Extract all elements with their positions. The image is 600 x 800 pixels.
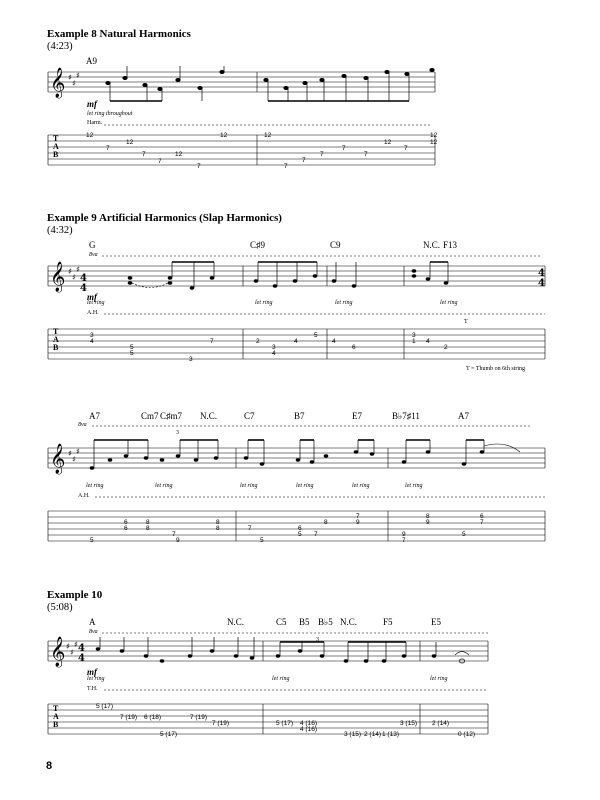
let-ring-label: let ring [240,483,258,489]
let-ring-label: let ring [430,676,448,682]
tie [132,283,168,288]
fret-number: 7 [342,145,346,152]
fret-number: 12 [430,132,438,139]
fret-number: 6 (18) [144,714,161,721]
technique-label: T.H. [87,686,98,692]
fret-number: 7 [314,531,318,538]
fret-number: 7 [302,157,306,164]
let-ring-label: let ring [155,483,173,489]
svg-text:♯: ♯ [68,449,72,458]
fret-number: 12 [86,132,94,139]
fret-number: 7 [320,151,324,158]
fret-number: 5 (17) [160,731,177,738]
fret-number: 12 [384,139,392,146]
fret-number: 7 [158,158,162,165]
note-heads [106,68,435,90]
tuplet-number: 3 [316,637,319,643]
fret-number: 4 (16) [300,720,317,727]
fret-number: 12 [264,132,272,139]
chord-symbol: B7 [294,411,305,421]
standard-staff [48,266,545,286]
fret-number: 4 [332,338,336,345]
fret-number: 9 [356,519,360,526]
let-ring-label: let ring [296,483,314,489]
example-10-title: Example 10 [47,589,103,601]
fret-number: 1 (13) [382,731,399,738]
fret-number: 8 [324,519,328,526]
fret-number: 9 [426,519,430,526]
fret-number: 5 [130,344,134,351]
fret-number: 5 (17) [276,720,293,727]
octave-marking: 8va [89,252,98,258]
chord-symbol: N.C. [423,240,441,250]
tab-clef: T A B [53,134,59,159]
svg-text:4: 4 [80,273,87,284]
fret-number: 6 [124,519,128,526]
fret-number: 6 [124,525,128,532]
svg-text:4: 4 [538,268,545,279]
fret-number: 8 [426,513,430,520]
fret-number: 3 (15) [344,731,361,738]
svg-text:♯: ♯ [68,73,72,82]
fret-number: 12 [430,139,438,146]
fret-number: 7 [172,531,176,538]
technique-label: Harm. [87,120,103,126]
chord-symbol: F13 [443,240,458,250]
standard-staff [48,641,488,661]
octave-marking: 8va [78,422,87,428]
dynamic-marking: mf [87,99,97,109]
fret-number: 5 [260,537,264,544]
chord-symbol: C7 [244,411,255,421]
fret-number: 1 [412,338,416,345]
example-9-time: (4:32) [47,225,73,236]
fret-number: 3 [272,344,276,351]
fret-number: 5 [314,332,318,339]
example-8-time: (4:23) [47,41,73,52]
svg-text:𝄞: 𝄞 [50,444,66,474]
example-8-title: Example 8 Natural Harmonics [47,28,191,40]
fret-number: 7 [142,151,146,158]
fret-number: 3 [189,356,193,363]
fret-number: 2 (14) [432,720,449,727]
example-9-title: Example 9 Artificial Harmonics (Slap Harmonics) [47,212,282,224]
svg-text:♯: ♯ [76,447,80,456]
chord-symbol: N.C. [200,411,218,421]
fret-number: 8 [146,525,150,532]
example-10-time: (5:08) [47,602,73,613]
fret-number: 3 [90,332,94,339]
chord-symbol: A7 [458,411,469,421]
fret-number: 4 [272,350,276,357]
performance-instruction: let ring throughout [87,111,133,117]
svg-text:♯: ♯ [66,642,70,651]
svg-text:♯: ♯ [76,71,80,80]
fret-number: 8 [146,519,150,526]
tab-staff [48,329,545,359]
chord-symbol: E7 [352,411,362,421]
let-ring-label: let ring [440,300,458,306]
svg-text:𝄞: 𝄞 [50,262,66,292]
svg-text:♯: ♯ [72,79,76,88]
fret-number: 4 [90,338,94,345]
fret-number: 2 [256,338,260,345]
let-ring-label: let ring [352,483,370,489]
treble-clef-icon [50,67,65,668]
note-stems [110,66,409,101]
chord-symbol: N.C. [227,617,245,627]
fret-number: 6 [298,525,302,532]
let-ring-label: let ring [86,483,104,489]
fret-number: 7 (19) [212,720,229,727]
chord-symbol: E5 [431,617,441,627]
fret-number: 7 [106,145,110,152]
fret-number: 4 (16) [300,726,317,733]
tab-clef: T A B [53,704,59,729]
note-stems [100,637,436,661]
chord-symbol: F5 [383,617,393,627]
chord-symbol: G [89,240,96,250]
chord-symbol: C♯9 [250,240,266,250]
svg-text:♯: ♯ [70,648,74,657]
fret-number: 9 [176,537,180,544]
fret-number: 7 [480,519,484,526]
fret-number: 7 (19) [190,714,207,721]
let-ring-label: let ring [272,676,290,682]
svg-text:𝄞: 𝄞 [50,637,66,667]
technique-label: A.H. [87,310,99,316]
fret-number: 12 [126,139,134,146]
let-ring-label: let ring [405,483,423,489]
fret-number: 8 [216,525,220,532]
chord-symbol: A9 [86,56,97,66]
svg-text:4: 4 [80,283,87,294]
fret-number: 7 [284,163,288,170]
chord-symbol: B♭5 [318,617,333,627]
thumb-marker: T [464,319,468,325]
fret-number: 5 [90,537,94,544]
let-ring-label: let ring [255,300,273,306]
chord-symbol: Cm7 [141,411,159,421]
svg-text:4: 4 [538,278,545,289]
fermata [455,652,469,656]
fret-number: 4 [294,338,298,345]
svg-text:♯: ♯ [72,455,76,464]
octave-marking: 8va [89,629,98,635]
svg-text:♯: ♯ [74,640,78,649]
chord-symbol: B♭7♯11 [392,411,420,421]
chord-symbol: A [89,617,96,627]
fret-number: 3 (15) [400,720,417,727]
chord-symbol: A7 [89,411,100,421]
fret-number: 7 [404,145,408,152]
svg-text:♯: ♯ [72,273,76,282]
fret-number: 8 [216,519,220,526]
fret-number: 3 [412,332,416,339]
svg-text:♯: ♯ [68,267,72,276]
fret-number: 4 [426,338,430,345]
fret-number: 12 [220,132,228,139]
let-ring-label: let ring [335,300,353,306]
fret-number: 7 (19) [120,714,137,721]
fret-number: 7 [210,338,214,345]
fret-number: 2 [444,344,448,351]
svg-text:4: 4 [78,643,85,654]
fret-number: 7 [248,525,252,532]
page-number: 8 [46,760,53,772]
chord-symbol: C5 [276,617,287,627]
fret-number: 5 [298,531,302,538]
footnote: T = Thumb on 6th string [466,366,525,372]
chord-symbol: N.C. [340,617,358,627]
tab-staff [48,511,545,541]
tuplet-number: 3 [176,430,179,436]
chord-symbol: C♯m7 [160,411,183,421]
fret-number: 5 [130,350,134,357]
tab-clef: T A B [53,327,59,352]
svg-text:𝄞: 𝄞 [50,68,66,98]
note-heads [128,269,449,289]
dynamic-marking: mf [87,292,97,302]
fret-number: 5 [462,531,466,538]
chord-symbol: C9 [330,240,341,250]
technique-label: A.H. [78,493,90,499]
svg-text:4: 4 [78,653,85,664]
fret-number: 9 [402,531,406,538]
note-stems [94,440,484,468]
fret-number: 12 [175,151,183,158]
fret-number: 0 (12) [458,731,475,738]
fret-number: 6 [480,513,484,520]
fret-number: 7 [402,537,406,544]
dynamic-marking: mf [87,667,97,677]
let-ring-label: let ring [87,676,105,682]
time-signature [78,268,545,664]
fret-number: 6 [352,344,356,351]
fret-number: 7 [356,513,360,520]
fret-number: 7 [364,151,368,158]
chord-symbol: B5 [299,617,310,627]
let-ring-label: let ring [87,300,105,306]
tab-staff [48,704,488,734]
fret-number: 2 (14) [364,731,381,738]
fret-number: 5 (17) [96,703,113,710]
standard-staff [48,448,545,468]
fret-number: 7 [197,163,201,170]
svg-text:♯: ♯ [76,265,80,274]
